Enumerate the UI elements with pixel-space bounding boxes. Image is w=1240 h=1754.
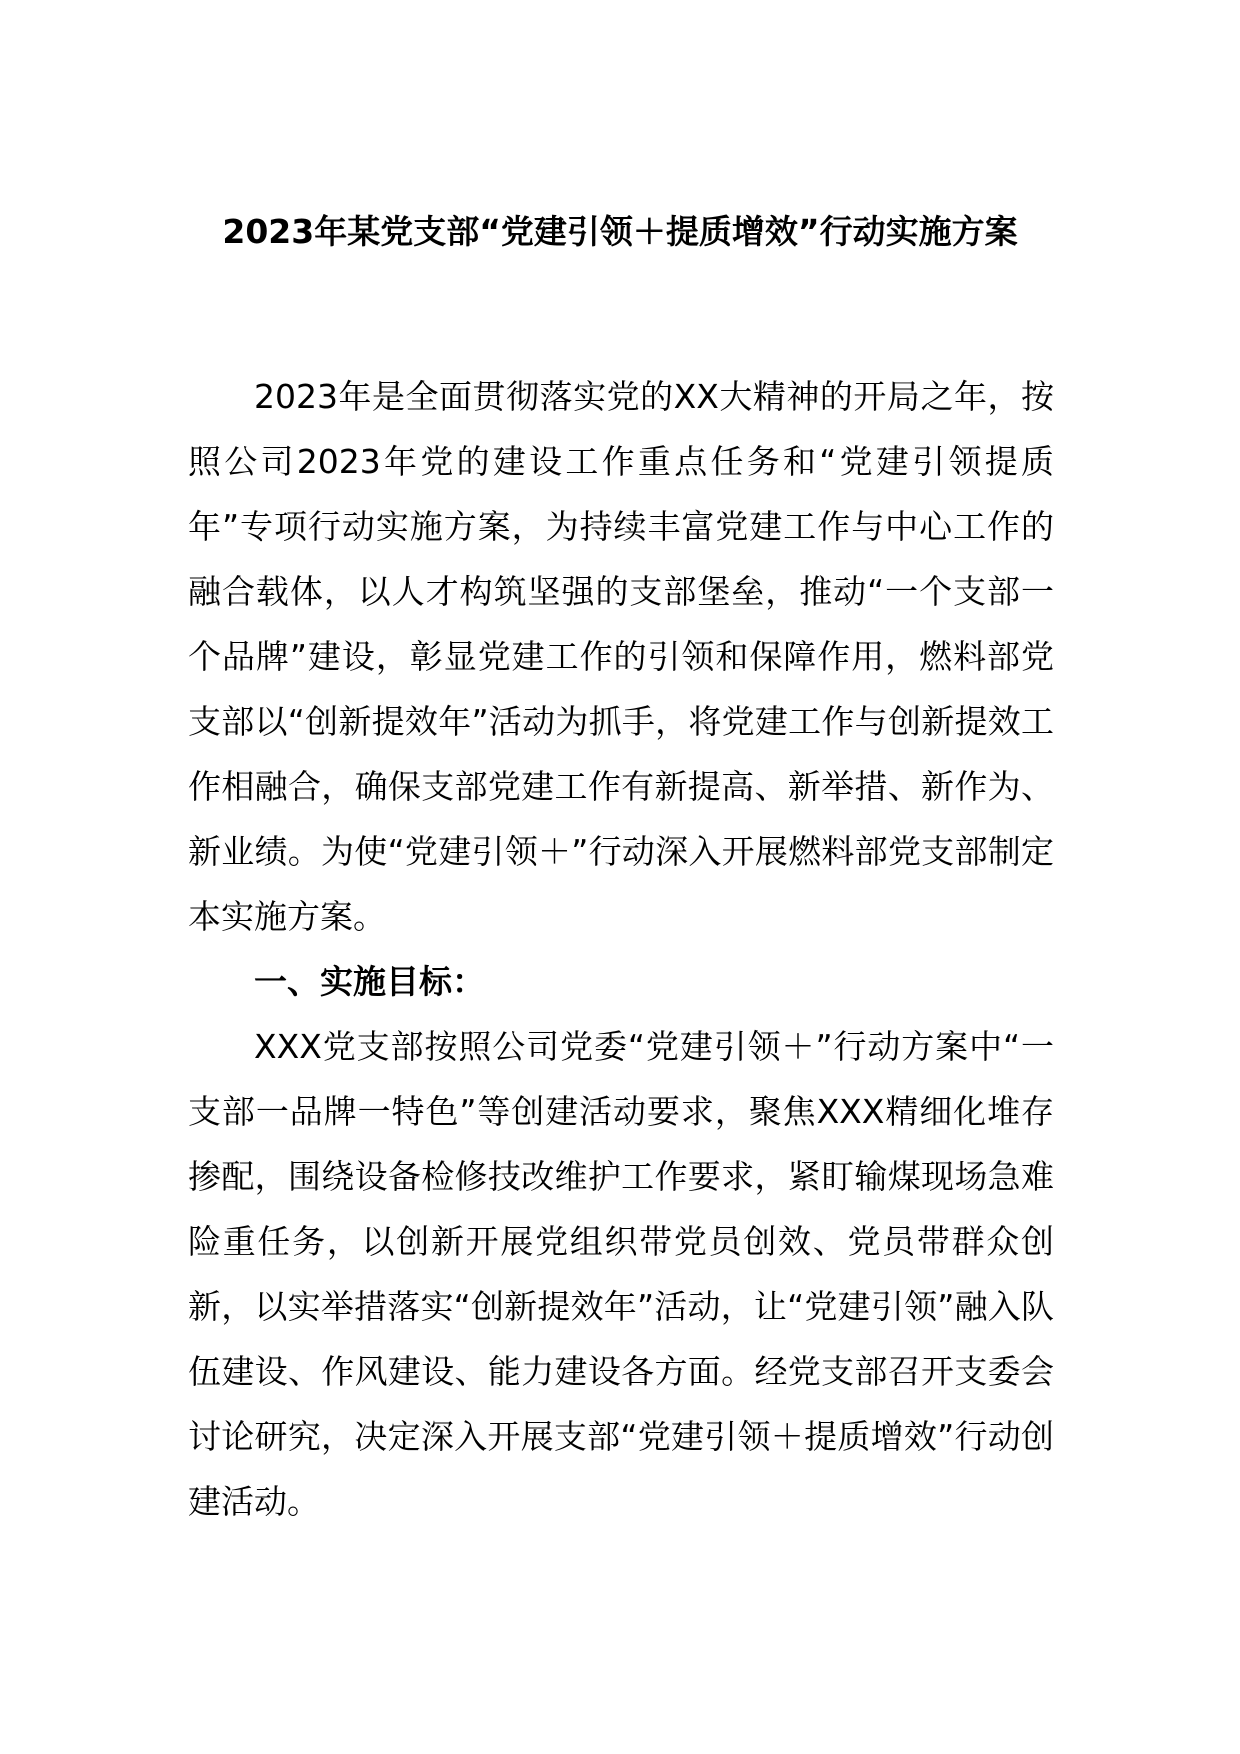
document-body	[188, 364, 1054, 1534]
intro-paragraph: 2023年是全面贯彻落实党的XX大精神的开局之年，按照公司2023年党的建设工作重点任务和“党建引领提质年”专项行动实施方案，为持续丰富党建工作与中心工作的融合载体，以人才构筑坚强的支部堡垒，推动“一个支部一个品牌”建设，彰显党建工作的引领和保障作用，燃料部党支部以“创新提效年”活动为抓手，将党建工作与创新提效工作相融合，确保支部党建工作有新提高、新举措、新作为、新业绩。为使“党建引领＋”行动深入开展燃料部党支部制定本实施方案。	[188, 377, 1054, 936]
document-title: 2023年某党支部“党建引领＋提质增效”行动实施方案	[222, 212, 1018, 251]
section-heading-implementation-goals: 一、实施目标：	[254, 962, 485, 1001]
goals-paragraph: XXX党支部按照公司党委“党建引领＋”行动方案中“一支部一品牌一特色”等创建活动要求，聚焦XXX精细化堆存掺配，围绕设备检修技改维护工作要求，紧盯输煤现场急难险重任务，以创新开展党组织带党员创效、党员带群众创新，以实举措落实“创新提效年”活动，让“党建引领”融入队伍建设、作风建设、能力建设各方面。经党支部召开支委会讨论研究，决定深入开展支部“党建引领＋提质增效”行动创建活动。	[188, 1027, 1054, 1521]
